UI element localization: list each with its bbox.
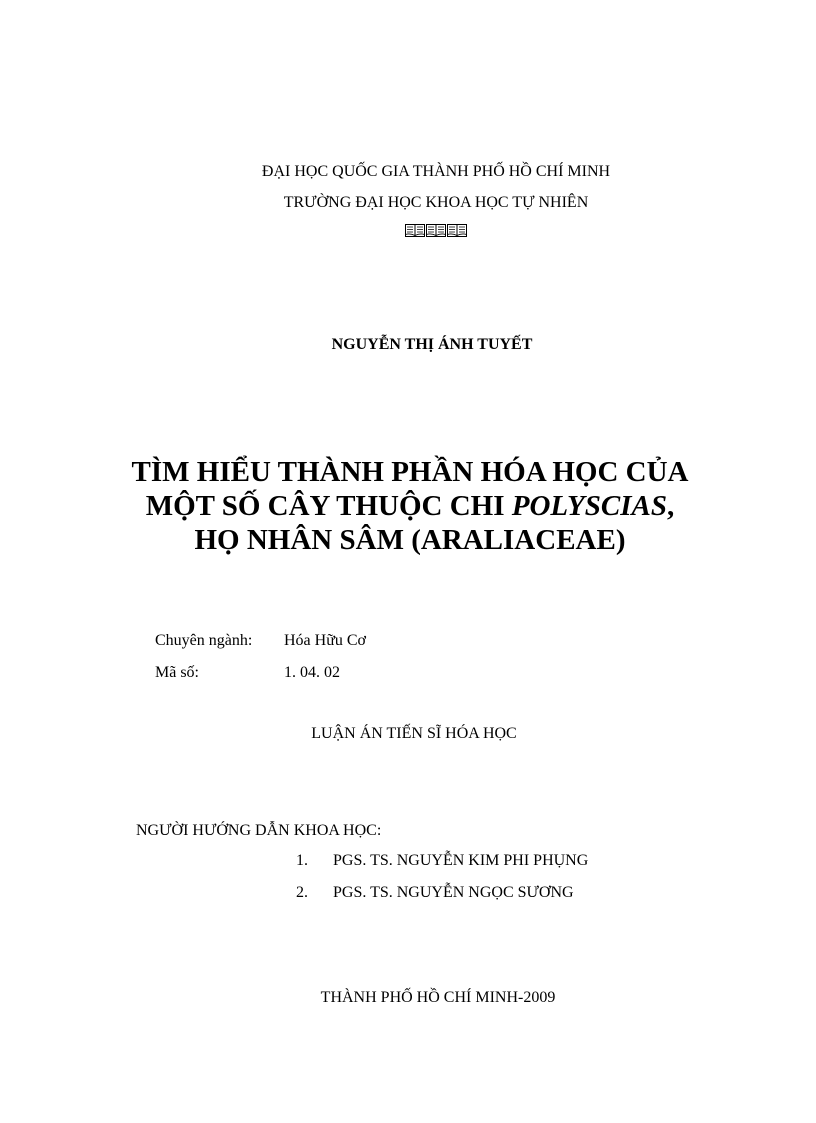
advisor-number: 2. — [296, 884, 308, 901]
place-and-year: THÀNH PHỐ HỒ CHÍ MINH-2009 — [320, 989, 556, 1006]
title-line-2-suffix: , — [667, 490, 675, 522]
thesis-title-line-1: TÌM HIỂU THÀNH PHẦN HÓA HỌC CỦA — [131, 456, 689, 488]
thesis-title-line-2 — [2, 489, 816, 523]
advisor-item — [296, 884, 574, 902]
advisor-name: PGS. TS. NGUYỄN NGỌC SƯƠNG — [333, 884, 574, 901]
university-name: ĐẠI HỌC QUỐC GIA THÀNH PHỐ HỒ CHÍ MINH — [261, 163, 611, 180]
book-icon — [447, 224, 467, 237]
title-genus: POLYSCIAS — [511, 490, 668, 522]
advisor-name: PGS. TS. NGUYỄN KIM PHI PHỤNG — [333, 852, 589, 869]
author-name: NGUYỄN THỊ ÁNH TUYẾT — [331, 336, 533, 353]
advisor-number: 1. — [296, 852, 308, 869]
book-icon — [405, 224, 425, 237]
thesis-title-line-3: HỌ NHÂN SÂM (ARALIACEAE) — [194, 524, 626, 556]
specialty-label: Chuyên ngành: — [155, 632, 253, 649]
degree-title: LUẬN ÁN TIẾN SĨ HÓA HỌC — [311, 725, 517, 742]
ornament — [28, 224, 816, 244]
code-value: 1. 04. 02 — [284, 664, 340, 681]
advisors-heading: NGƯỜI HƯỚNG DẪN KHOA HỌC: — [136, 822, 382, 839]
book-icon — [426, 224, 446, 237]
title-line-2-prefix: MỘT SỐ CÂY THUỘC CHI — [145, 490, 512, 522]
school-name: TRƯỜNG ĐẠI HỌC KHOA HỌC TỰ NHIÊN — [283, 194, 589, 211]
advisor-item — [296, 852, 588, 870]
specialty-value: Hóa Hữu Cơ — [284, 632, 367, 649]
code-label: Mã số: — [155, 664, 199, 681]
